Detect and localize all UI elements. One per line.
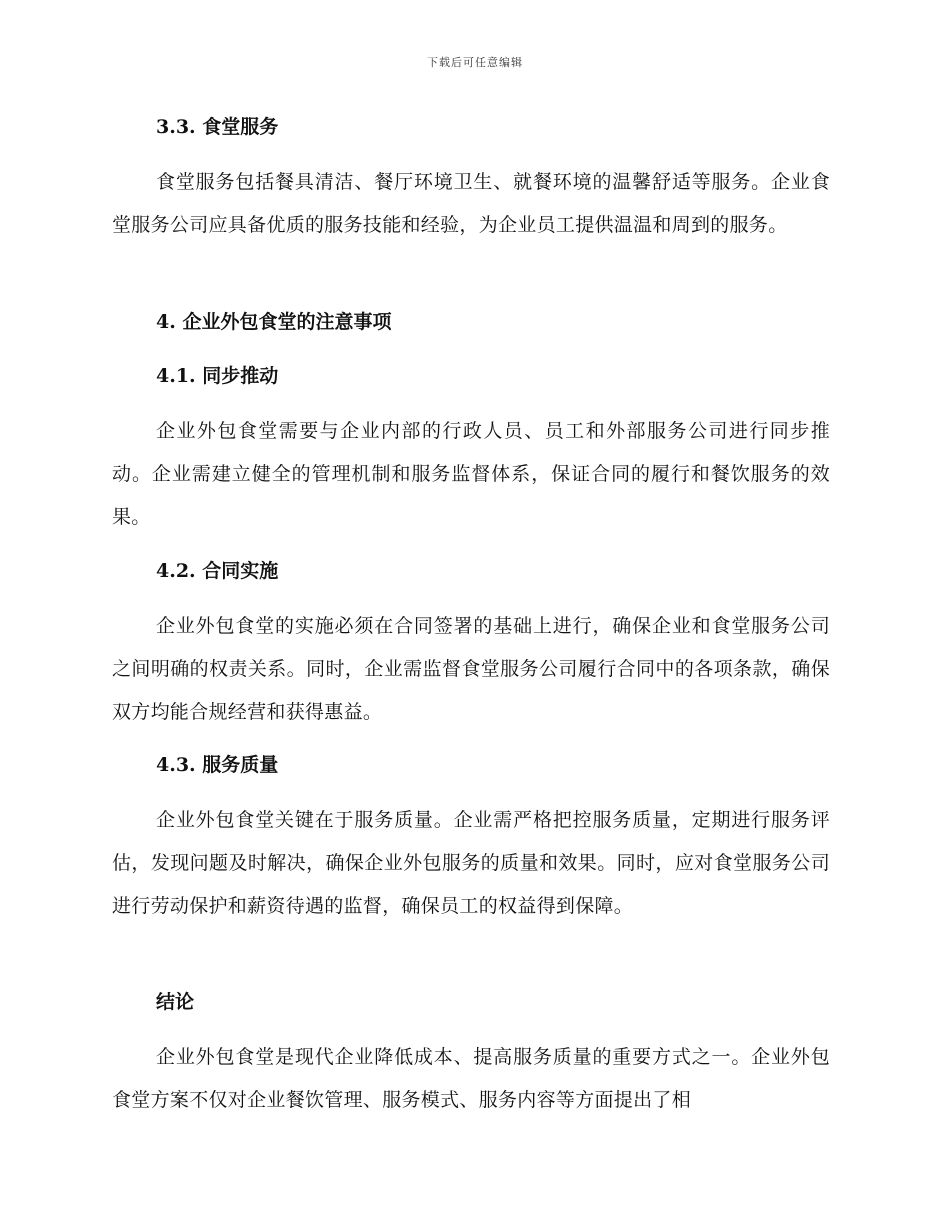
section-heading-3-3: 3.3. 食堂服务 [156,116,279,138]
section-heading-4-3: 4.3. 服务质量 [156,754,279,776]
section-heading-4-1: 4.1. 同步推动 [156,365,279,387]
conclusion-paragraph: 企业外包食堂是现代企业降低成本、提高服务质量的重要方式之一。企业外包食堂方案不仅对企业餐饮管理、服务模式、服务内容等方面提出了相 [112,1046,830,1111]
section-heading-4: 4. 企业外包食堂的注意事项 [156,311,392,333]
section-heading-4-2: 4.2. 合同实施 [156,560,279,582]
section-paragraph-4-2: 企业外包食堂的实施必须在合同签署的基础上进行，确保企业和食堂服务公司之间明确的权责关系。同时，企业需监督食堂服务公司履行合同中的各项条款，确保双方均能合规经营和获得惠益。 [112,615,830,723]
page-header: 下载后可任意编辑 [427,56,523,69]
section-paragraph-4-1: 企业外包食堂需要与企业内部的行政人员、员工和外部服务公司进行同步推动。企业需建立健全的管理机制和服务监督体系，保证合同的履行和餐饮服务的效果。 [112,420,830,528]
section-paragraph-3-3: 食堂服务包括餐具清洁、餐厅环境卫生、就餐环境的温馨舒适等服务。企业食堂服务公司应具备优质的服务技能和经验，为企业员工提供温温和周到的服务。 [112,171,830,236]
conclusion-heading: 结论 [156,991,195,1013]
section-paragraph-4-3: 企业外包食堂关键在于服务质量。企业需严格把控服务质量，定期进行服务评估，发现问题及时解决，确保企业外包服务的质量和效果。同时，应对食堂服务公司进行劳动保护和薪资待遇的监督，确保员工的权益得到保障。 [112,809,830,917]
